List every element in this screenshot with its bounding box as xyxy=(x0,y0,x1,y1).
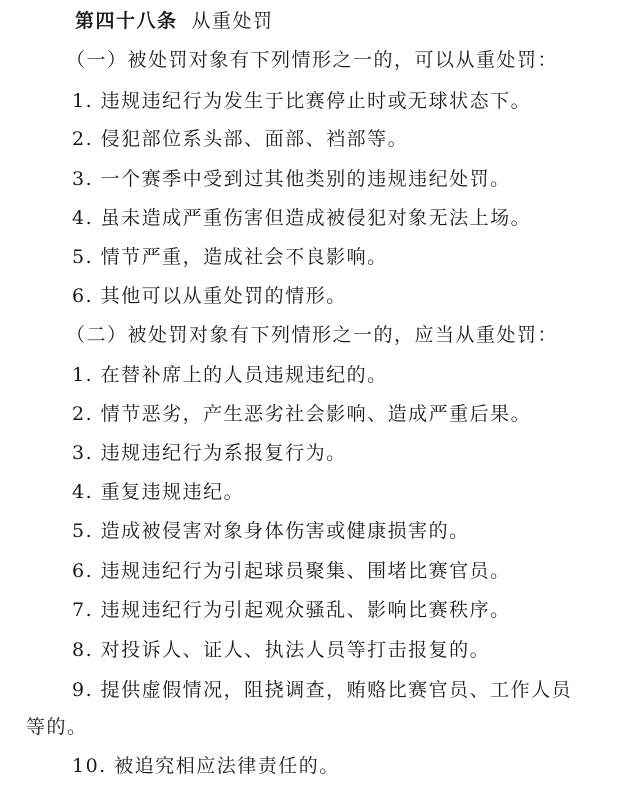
article-heading: 从重处罚 xyxy=(191,10,274,32)
section-2-item-6: 6. 违规违纪行为引起球员聚集、围堵比赛官员。 xyxy=(72,560,511,582)
section-1-item-5: 5. 情节严重，造成社会不良影响。 xyxy=(72,246,388,268)
section-2-item-1: 1. 在替补席上的人员违规违纪的。 xyxy=(72,364,388,386)
section-1-item-6: 6. 其他可以从重处罚的情形。 xyxy=(72,285,347,307)
section-2-item-9-continuation: 等的。 xyxy=(26,716,88,738)
section-2-item-7: 7. 违规违纪行为引起观众骚乱、影响比赛秩序。 xyxy=(72,599,511,621)
section-1-item-2: 2. 侵犯部位系头部、面部、裆部等。 xyxy=(72,128,409,150)
section-2-item-3: 3. 违规违纪行为系报复行为。 xyxy=(72,442,347,464)
article-number: 第四十八条 xyxy=(75,10,178,32)
article-header xyxy=(75,8,274,34)
section-2-item-5: 5. 造成被侵害对象身体伤害或健康损害的。 xyxy=(72,520,470,542)
section-2-heading: （二）被处罚对象有下列情形之一的，应当从重处罚： xyxy=(66,324,559,346)
section-2-item-10: 10. 被追究相应法律责任的。 xyxy=(72,755,340,777)
section-1-heading: （一）被处罚对象有下列情形之一的，可以从重处罚： xyxy=(66,49,559,71)
section-2-item-2: 2. 情节恶劣，产生恶劣社会影响、造成严重后果。 xyxy=(72,403,532,425)
section-1-item-1: 1. 违规违纪行为发生于比赛停止时或无球状态下。 xyxy=(72,90,532,112)
section-1-item-3: 3. 一个赛季中受到过其他类别的违规违纪处罚。 xyxy=(72,168,511,190)
section-2-item-8: 8. 对投诉人、证人、执法人员等打击报复的。 xyxy=(72,639,491,661)
section-2-item-9: 9. 提供虚假情况，阻挠调查，贿赂比赛官员、工作人员 xyxy=(72,679,573,701)
section-1-item-4: 4. 虽未造成严重伤害但造成被侵犯对象无法上场。 xyxy=(72,207,532,229)
section-2-item-4: 4. 重复违规违纪。 xyxy=(72,481,245,503)
